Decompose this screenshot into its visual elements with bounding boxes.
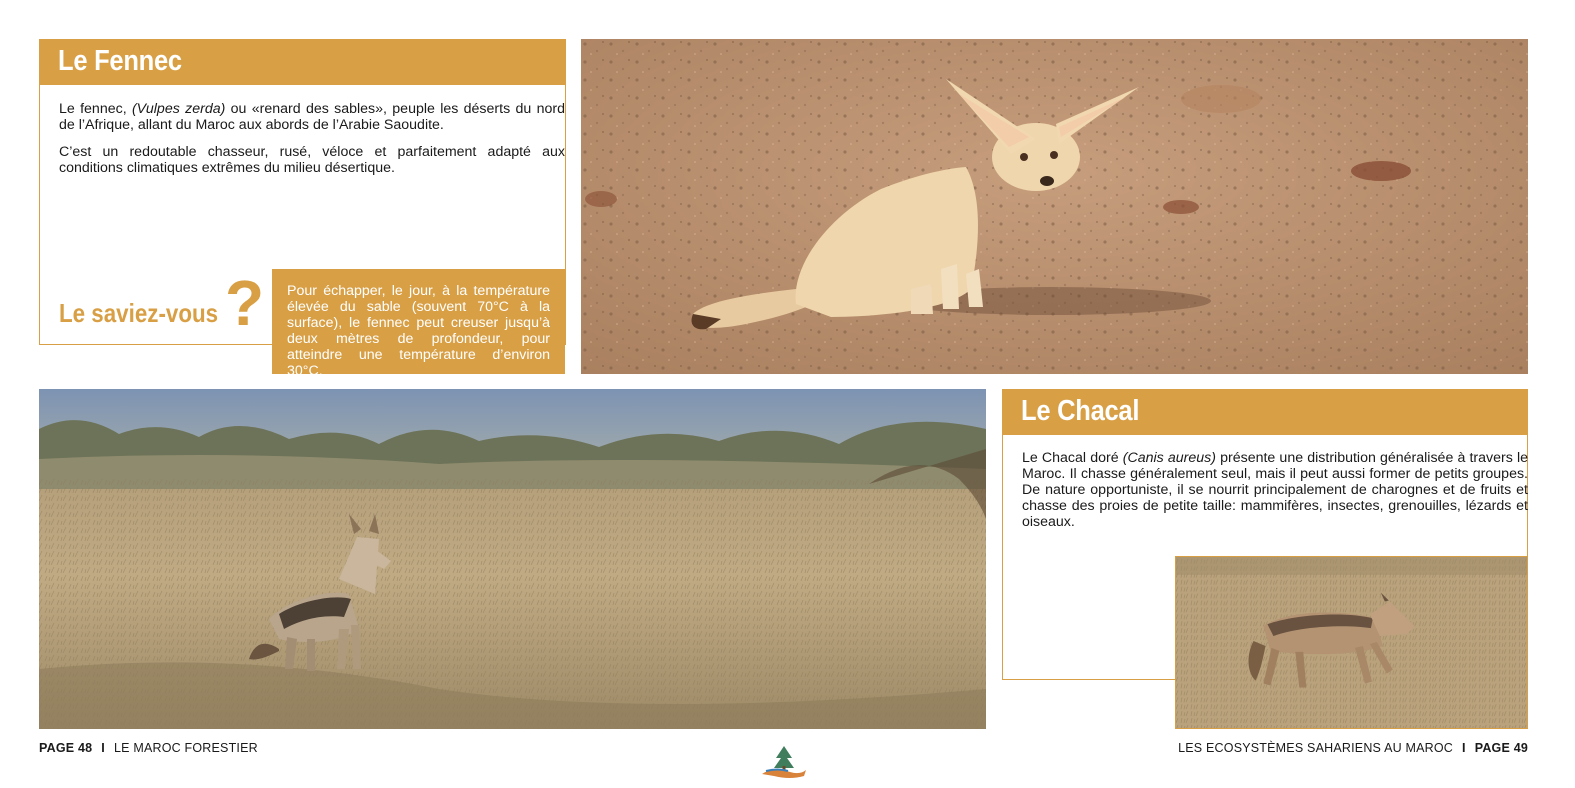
footer-right-separator: I bbox=[1462, 741, 1466, 755]
jackal-photo bbox=[39, 389, 986, 729]
fennec-paragraph-2: C’est un redoutable chasseur, rusé, véloce et parfaitement adapté aux conditions climatiques extrêmes du milieu désertique. bbox=[59, 144, 565, 176]
left-book-title: LE MAROC FORESTIER bbox=[113, 741, 258, 755]
saviez-heading bbox=[59, 267, 265, 339]
jackal-photo-image bbox=[39, 389, 986, 729]
fennec-photo-image bbox=[581, 39, 1528, 374]
jackal-small-photo bbox=[1175, 556, 1528, 729]
fennec-species-name: (Vulpes zerda) bbox=[131, 101, 226, 117]
left-page-number: PAGE 48 bbox=[39, 741, 93, 755]
fennec-title-bar bbox=[39, 39, 566, 85]
right-chapter-title: LES ECOSYSTÈMES SAHARIENS AU MAROC bbox=[1178, 741, 1454, 755]
footer-left-separator: I bbox=[101, 741, 105, 755]
jackal-small-photo-image bbox=[1176, 557, 1527, 728]
forest-logo-icon bbox=[760, 744, 808, 780]
chacal-paragraph-1: Le Chacal doré (Canis aureus) présente une distribution généralisée à travers le Maroc. Il chasse généralement seul, mais il peut aussi former de petits groupes. De nature opportuniste, il se nourrit principalement de charognes et de fruits et chasse des proies de petite taille: mammifères, insectes, grenouilles, lézards et oiseaux. bbox=[1022, 450, 1529, 530]
saviez-tip-box bbox=[272, 269, 565, 379]
chacal-title: Le Chacal bbox=[1021, 395, 1140, 427]
footer-left bbox=[39, 741, 258, 755]
footer-right bbox=[1178, 741, 1528, 755]
saviez-tip-text: Pour échapper, le jour, à la température élevée du sable (souvent 70°C à la surface), le fennec peut creuser jusqu’à deux mètres de profondeur, pour atteindre une température d’environ 30°C. bbox=[287, 283, 550, 379]
chacal-description bbox=[1022, 450, 1528, 541]
question-mark-icon: ? bbox=[225, 267, 265, 339]
chacal-species-name: (Canis aureus) bbox=[1122, 450, 1216, 466]
fennec-paragraph-1: Le fennec, (Vulpes zerda) ou «renard des sables», peuple les déserts du nord de l’Afrique, allant du Maroc aux abords de l’Arabie Saoudite. bbox=[59, 101, 565, 133]
fennec-photo bbox=[581, 39, 1528, 374]
saviez-label: Le saviez-vous bbox=[59, 298, 219, 328]
chacal-title-bar bbox=[1002, 389, 1528, 435]
right-page-number: PAGE 49 bbox=[1474, 741, 1528, 755]
fennec-title: Le Fennec bbox=[58, 45, 182, 77]
fennec-description bbox=[59, 101, 565, 187]
